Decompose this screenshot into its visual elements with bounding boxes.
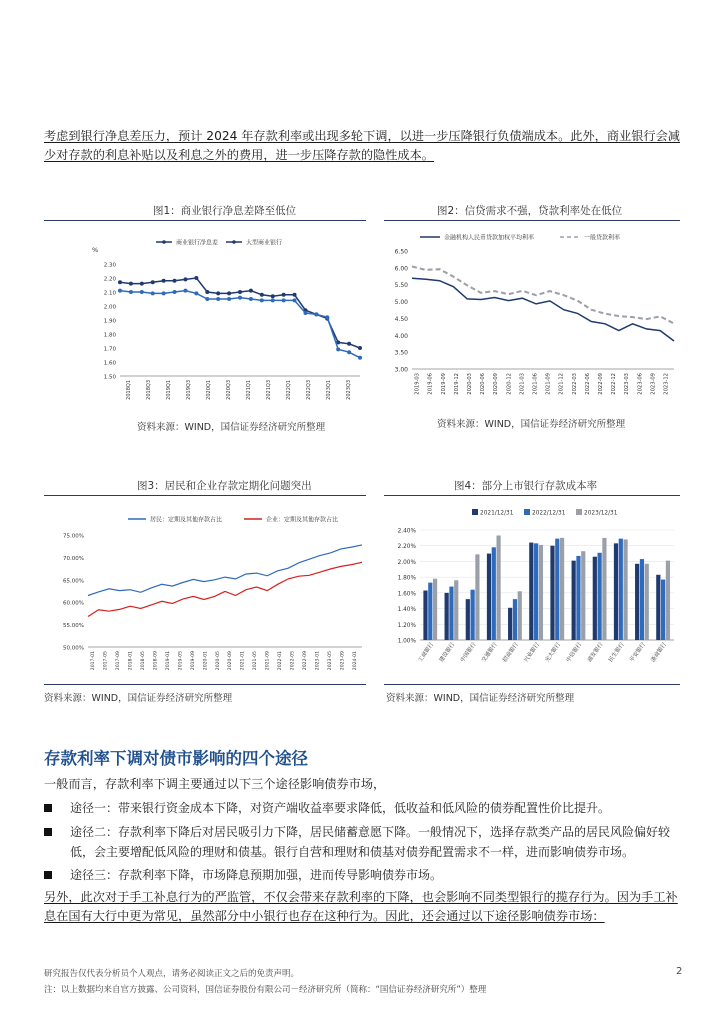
series-line-1 xyxy=(88,545,362,596)
footer-disclaimer: 研究报告仅代表分析员个人观点，请务必阅读正文之后的免责声明。 xyxy=(44,969,300,979)
bullet-text: 途径三：存款利率下降，市场降息预期加强，进而传导影响债券市场。 xyxy=(70,868,443,882)
data-point xyxy=(282,293,286,297)
data-point xyxy=(303,311,307,315)
data-point xyxy=(249,289,253,293)
data-point xyxy=(205,290,209,294)
y-tick-label: 1.80 xyxy=(103,332,116,339)
x-tick-label: 2021-09 xyxy=(545,373,552,395)
bullet-square-icon xyxy=(44,804,52,812)
x-tick-label: 2022-05 xyxy=(290,651,296,671)
data-point xyxy=(347,350,351,354)
x-category-label: 中信银行 xyxy=(565,641,584,664)
data-point xyxy=(162,291,166,295)
x-tick-label: 2020Q3 xyxy=(226,380,232,400)
fig2-top-rule xyxy=(384,220,680,221)
data-point xyxy=(293,298,297,302)
y-tick-label: 1.00% xyxy=(397,638,416,645)
x-tick-label: 2019-03 xyxy=(414,373,421,395)
fig4-source: 资料来源：WIND，国信证券经济研究所整理 xyxy=(386,693,575,704)
bar xyxy=(623,539,627,640)
data-point xyxy=(282,298,286,302)
data-point xyxy=(140,282,144,286)
data-point xyxy=(293,293,297,297)
bar xyxy=(576,556,580,640)
y-tick-label: 4.00 xyxy=(394,332,408,340)
y-tick-label: 4.50 xyxy=(394,315,408,323)
data-point xyxy=(271,298,275,302)
bar xyxy=(487,554,491,640)
data-point xyxy=(140,290,144,294)
bar xyxy=(454,580,458,640)
x-tick-label: 2020Q1 xyxy=(206,380,212,400)
y-tick-label: 1.70 xyxy=(103,346,116,353)
bar xyxy=(550,546,554,640)
y-tick-label: 65.00% xyxy=(63,578,84,585)
fig3-bottom-rule xyxy=(44,684,366,685)
bar xyxy=(560,538,564,640)
data-point xyxy=(249,297,253,301)
x-tick-label: 2021-05 xyxy=(253,651,259,671)
data-point xyxy=(227,297,231,301)
intro-text: 考虑到银行净息差压力，预计 2024 年存款利率或出现多轮下调，以进一步压降银行负债端成本。此外，商业银行会减少对存款的利息补贴以及利息之外的费用，进一步压降存款的隐性成本。 xyxy=(44,129,680,162)
x-tick-label: 2020-12 xyxy=(506,373,513,395)
x-category-label: 兴业银行 xyxy=(523,641,542,664)
y-tick-label: 2.00 xyxy=(103,304,116,311)
closing-text: 另外，此次对于手工补息行为的严监管，不仅会带来存款利率的下降，也会影响不同类型银行的揽存行为。因为手工补息在国有大行中更为常见，虽然部分中小银行也存在这种行为。因此，还会通过以下途径影响债券市场： xyxy=(44,890,678,923)
fig1-source: 资料来源：WIND，国信证券经济研究所整理 xyxy=(137,422,326,433)
y-tick-label: 55.00% xyxy=(63,623,84,630)
x-tick-label: 2017-05 xyxy=(103,651,109,671)
x-tick-label: 2023-01 xyxy=(315,651,321,671)
data-point xyxy=(216,297,220,301)
x-tick-label: 2019-09 xyxy=(190,651,196,671)
series-line-2 xyxy=(120,291,360,358)
data-point xyxy=(151,280,155,284)
y-tick-label: 60.00% xyxy=(63,600,84,607)
y-tick-label: 5.00 xyxy=(394,299,408,307)
y-unit-label: % xyxy=(92,246,99,254)
fig1-title: 图1：商业银行净息差降至低位 xyxy=(153,205,297,217)
y-tick-label: 1.20% xyxy=(397,622,416,629)
x-tick-label: 2020-03 xyxy=(466,373,473,395)
x-category-label: 平安银行 xyxy=(629,641,647,664)
bar xyxy=(619,539,623,640)
y-tick-label: 1.60% xyxy=(397,591,416,598)
data-point xyxy=(173,290,177,294)
data-point xyxy=(129,290,133,294)
bar xyxy=(661,580,665,641)
bar xyxy=(614,543,618,640)
data-point xyxy=(260,298,264,302)
data-point xyxy=(347,342,351,346)
fig3-title: 图3：居民和企业存款定期化问题突出 xyxy=(137,480,312,492)
x-tick-label: 2023Q1 xyxy=(326,380,332,400)
fig4-bottom-rule xyxy=(384,684,680,685)
x-tick-label: 2019-01 xyxy=(165,651,171,671)
legend-label: 商业银行净息差 xyxy=(176,239,219,247)
bar xyxy=(475,554,479,640)
data-point xyxy=(271,294,275,298)
y-tick-label: 1.60 xyxy=(103,360,116,367)
closing-paragraph xyxy=(44,888,684,926)
legend-label: 金融机构人民币贷款加权平均利率 xyxy=(444,234,535,242)
bar xyxy=(640,559,644,640)
x-category-label: 工商银行 xyxy=(417,641,436,664)
x-tick-label: 2020-09 xyxy=(493,373,500,395)
bar xyxy=(449,587,453,640)
fig4-top-rule xyxy=(384,495,680,496)
data-point xyxy=(183,289,187,293)
data-point xyxy=(358,346,362,350)
data-point xyxy=(118,289,122,293)
page-number: 2 xyxy=(676,966,683,977)
data-point xyxy=(238,290,242,294)
series-line-1 xyxy=(120,278,360,348)
legend-label: 一般贷款利率 xyxy=(584,234,621,242)
x-category-label: 浦发银行 xyxy=(586,641,605,664)
data-point xyxy=(358,356,362,360)
bar xyxy=(534,543,538,640)
legend-marker xyxy=(232,240,236,244)
data-point xyxy=(151,291,155,295)
bar xyxy=(508,608,512,640)
data-point xyxy=(238,296,242,300)
x-tick-label: 2018Q3 xyxy=(146,380,152,400)
fig2-title: 图2：信贷需求不强，贷款利率处在低位 xyxy=(437,205,623,217)
legend-label: 大型商业银行 xyxy=(246,239,283,247)
y-tick-label: 5.50 xyxy=(394,282,408,290)
x-tick-label: 2021-01 xyxy=(240,651,246,671)
x-tick-label: 2018-01 xyxy=(128,651,134,671)
x-category-label: 光大银行 xyxy=(544,641,563,664)
x-tick-label: 2023-05 xyxy=(327,651,333,671)
data-point xyxy=(162,279,166,283)
x-category-label: 民生银行 xyxy=(607,641,626,664)
series-line-1 xyxy=(412,278,674,341)
y-tick-label: 1.40% xyxy=(397,607,416,614)
x-tick-label: 2022Q3 xyxy=(306,380,312,400)
fig1-top-rule xyxy=(44,220,366,221)
fig4-title: 图4：部分上市银行存款成本率 xyxy=(454,480,598,492)
fig1-chart xyxy=(88,228,368,413)
x-tick-label: 2020-09 xyxy=(228,651,234,671)
x-tick-label: 2019-06 xyxy=(427,373,434,395)
x-tick-label: 2021-03 xyxy=(519,373,526,395)
x-tick-label: 2020-06 xyxy=(480,373,487,395)
x-tick-label: 2019-12 xyxy=(453,373,460,395)
x-tick-label: 2023-09 xyxy=(650,373,657,395)
bar xyxy=(423,591,427,641)
data-point xyxy=(336,347,340,351)
x-tick-label: 2022-09 xyxy=(597,373,604,395)
x-tick-label: 2023-09 xyxy=(340,651,346,671)
data-point xyxy=(173,279,177,283)
data-point xyxy=(205,297,209,301)
x-tick-label: 2019Q1 xyxy=(166,380,172,400)
fig3-source: 资料来源：WIND，国信证券经济研究所整理 xyxy=(44,693,233,704)
bar xyxy=(466,599,470,640)
x-tick-label: 2022-06 xyxy=(584,373,591,395)
legend-swatch xyxy=(472,509,478,515)
y-tick-label: 70.00% xyxy=(63,555,84,562)
y-tick-label: 50.00% xyxy=(63,645,84,652)
y-tick-label: 3.00 xyxy=(394,366,408,374)
bar xyxy=(555,539,559,640)
x-tick-label: 2020-05 xyxy=(215,651,221,671)
bar xyxy=(496,536,500,641)
bar xyxy=(645,564,649,640)
bullet-square-icon xyxy=(44,871,52,879)
fig4-chart xyxy=(384,502,680,682)
bullet-text: 途径一：带来银行资金成本下降，对资产端收益率要求降低，低收益和低风险的债券配置性价比提升。 xyxy=(70,801,611,815)
data-point xyxy=(314,312,318,316)
x-category-label: 中国银行 xyxy=(459,641,478,664)
y-tick-label: 1.90 xyxy=(103,318,116,325)
bar xyxy=(428,583,432,640)
legend-label: 2022/12/31 xyxy=(532,510,566,517)
fig2-source: 资料来源：WIND，国信证券经济研究所整理 xyxy=(437,419,626,430)
bar xyxy=(471,590,475,640)
y-tick-label: 2.20 xyxy=(103,276,116,283)
y-tick-label: 2.30 xyxy=(103,262,116,269)
legend-marker xyxy=(162,240,166,244)
fig2-chart xyxy=(384,225,680,410)
legend-label: 2021/12/31 xyxy=(480,510,514,517)
bar xyxy=(572,561,576,640)
x-tick-label: 2018Q1 xyxy=(126,380,132,400)
x-tick-label: 2021Q1 xyxy=(246,380,252,400)
x-tick-label: 2023-06 xyxy=(637,373,644,395)
data-point xyxy=(183,277,187,281)
footer-note: 注：以上数据均来自官方披露、公司资料，国信证券股份有限公司－经济研究所（简称：“国信证券经济研究所”）整理 xyxy=(44,985,487,995)
y-tick-label: 6.50 xyxy=(394,248,408,256)
bar xyxy=(539,545,543,640)
y-tick-label: 2.00% xyxy=(397,559,416,566)
x-tick-label: 2023-12 xyxy=(663,373,670,395)
x-tick-label: 2019Q3 xyxy=(186,380,192,400)
bullet-text: 途径二：存款利率下降后对居民吸引力下降，居民储蓄意愿下降。一般情况下，选择存款类产品的居民风险偏好较低，会主要增配低风险的理财和债基。银行自营和理财和债基对债券配置需求不一样，进而影响债券市场。 xyxy=(70,825,671,859)
bar xyxy=(635,564,639,640)
bar xyxy=(602,538,606,640)
section-title: 存款利率下调对债市影响的四个途径 xyxy=(44,749,308,768)
x-category-label: 招商银行 xyxy=(502,641,520,664)
fig3-top-rule xyxy=(44,495,366,496)
bar xyxy=(433,579,437,640)
x-tick-label: 2022-09 xyxy=(302,651,308,671)
y-tick-label: 75.00% xyxy=(63,533,84,540)
bar xyxy=(598,553,602,640)
x-tick-label: 2019-05 xyxy=(178,651,184,671)
x-tick-label: 2022-01 xyxy=(278,651,284,671)
x-tick-label: 2018-05 xyxy=(141,651,147,671)
x-tick-label: 2020-01 xyxy=(203,651,209,671)
x-tick-label: 2022-12 xyxy=(611,373,618,395)
intro-paragraph xyxy=(44,127,684,165)
bar xyxy=(656,575,660,640)
data-point xyxy=(194,291,198,295)
legend-label: 居民：定期及其他存款占比 xyxy=(150,516,223,524)
bullet-square-icon xyxy=(44,828,52,836)
x-tick-label: 2018-09 xyxy=(153,651,159,671)
y-tick-label: 3.50 xyxy=(394,349,408,357)
x-tick-label: 2024-01 xyxy=(352,651,358,671)
bar xyxy=(593,557,597,640)
bar xyxy=(513,599,517,640)
bar xyxy=(529,543,533,640)
data-point xyxy=(325,315,329,319)
series-line-2 xyxy=(412,267,674,324)
legend-label: 企业：定期及其他存款占比 xyxy=(266,516,339,524)
y-tick-label: 2.40% xyxy=(397,528,416,535)
data-point xyxy=(129,282,133,286)
x-tick-label: 2021-09 xyxy=(265,651,271,671)
bar xyxy=(445,593,449,640)
data-point xyxy=(216,291,220,295)
x-tick-label: 2021-06 xyxy=(532,373,539,395)
legend-swatch xyxy=(524,509,530,515)
x-tick-label: 2017-01 xyxy=(91,651,97,671)
y-tick-label: 6.00 xyxy=(394,265,408,273)
y-tick-label: 1.80% xyxy=(397,575,416,582)
x-tick-label: 2019-09 xyxy=(440,373,447,395)
x-tick-label: 2022Q1 xyxy=(286,380,292,400)
x-tick-label: 2023-03 xyxy=(624,373,631,395)
x-tick-label: 2021-12 xyxy=(558,373,565,395)
y-tick-label: 2.10 xyxy=(103,290,116,297)
data-point xyxy=(118,280,122,284)
y-tick-label: 1.50 xyxy=(103,374,116,381)
x-tick-label: 2023Q3 xyxy=(346,380,352,400)
y-tick-label: 2.20% xyxy=(397,544,416,551)
bar xyxy=(492,547,496,640)
bar xyxy=(581,551,585,640)
x-tick-label: 2017-09 xyxy=(116,651,122,671)
x-category-label: 交通银行 xyxy=(480,641,499,664)
lead-text: 一般而言，存款利率下调主要通过以下三个途径影响债券市场， xyxy=(44,777,386,791)
bar xyxy=(666,561,670,640)
data-point xyxy=(260,293,264,297)
data-point xyxy=(194,276,198,280)
legend-swatch xyxy=(576,509,582,515)
x-tick-label: 2021Q3 xyxy=(266,380,272,400)
bar xyxy=(518,591,522,640)
x-category-label: 浙商银行 xyxy=(650,641,669,664)
data-point xyxy=(227,291,231,295)
x-category-label: 建设银行 xyxy=(438,641,457,664)
fig3-chart xyxy=(44,505,369,685)
legend-label: 2023/12/31 xyxy=(584,510,618,517)
x-tick-label: 2022-03 xyxy=(571,373,578,395)
